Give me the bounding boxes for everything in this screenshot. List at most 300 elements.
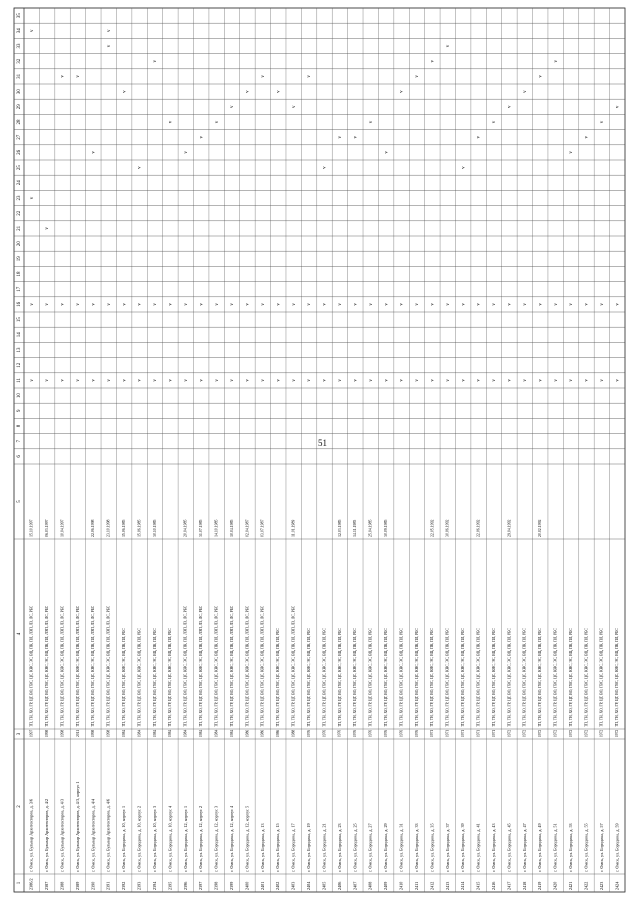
check-mark: v: [91, 151, 97, 154]
row-id: 2417: [506, 881, 512, 890]
check-mark: v: [445, 379, 451, 382]
check-mark: v: [183, 303, 189, 306]
row-codes: ТП, ТН, ХО, ГР, ЦГ, ВО, ГВС, ЦС, КНС, ЭС, ВЦ, ПК, ПЛ, ЛЭП, ЛЗ, ЛС, РБС: [245, 605, 250, 727]
check-mark: v: [569, 379, 575, 382]
check-mark: v: [507, 379, 513, 382]
row-year: 1971: [430, 729, 435, 737]
row-year: 1984: [137, 729, 142, 737]
row-year: 1986: [276, 729, 281, 737]
check-mark: v: [445, 303, 451, 306]
check-mark: v: [538, 303, 544, 306]
row-year: 1971: [445, 729, 450, 737]
row-codes: ТП, ТН, ХО, ГР, ЦГ, ВО, ГВС, ЦС, КНС, ЭС, ВЦ, ПК, ПЛ, ЛЭП, ЛЗ, ЛС, РБС: [75, 605, 80, 727]
column-number: 17: [17, 286, 23, 292]
check-mark: v: [322, 303, 328, 306]
row-address: г. Омск, ул. Бульвар Архитекторов, д. 4/3: [59, 798, 65, 872]
check-mark: v: [245, 303, 251, 306]
row-codes: ТП, ТН, ХО, ГР, ЦГ, ВО, ГВС, ЦС, КНС, ЭС, ВЦ, ПК, ПЛ, РБС: [383, 628, 388, 727]
row-date: 10.04.1985: [229, 519, 234, 537]
check-mark: v: [476, 135, 482, 139]
row-id: 2388: [59, 881, 65, 890]
row-year: 1972: [522, 729, 527, 737]
row-year: 1998: [91, 729, 96, 737]
column-number: 8: [17, 424, 23, 428]
row-year: 1976: [353, 729, 358, 737]
row-year: 1972: [538, 729, 543, 737]
check-mark: v: [76, 379, 82, 382]
check-mark: v: [260, 379, 266, 382]
row-id: 2395: [167, 881, 173, 890]
row-address: г. Омск, ул. Бородина, д. 29: [383, 823, 389, 872]
row-year: 1972: [599, 729, 604, 737]
check-mark: v: [153, 303, 159, 306]
row-year: 1984: [214, 729, 219, 737]
check-mark: v: [615, 105, 621, 109]
check-mark: v: [168, 120, 174, 124]
row-address: г. Омск, ул. Бородина, д. 10, корпус 3: [151, 805, 157, 872]
column-number: 9: [17, 409, 23, 413]
row-address: г. Омск, ул. Бородина, д. 23: [336, 823, 342, 872]
check-mark: v: [230, 105, 236, 109]
check-mark: v: [122, 90, 128, 93]
row-year: 1971: [476, 729, 481, 737]
check-mark: v: [492, 303, 498, 306]
row-year: 1976: [306, 729, 311, 737]
row-year: 1971: [461, 729, 466, 737]
check-mark: v: [368, 379, 374, 382]
row-id: 2392: [121, 881, 127, 890]
check-mark: v: [230, 379, 236, 382]
check-mark: v: [122, 303, 128, 306]
check-mark: v: [153, 59, 159, 63]
check-mark: v: [399, 90, 405, 93]
column-number: 10: [17, 393, 23, 399]
row-codes: ТП, ТН, ХО, ГР, ЦГ, ВО, ГВС, ЦС, КНС, ЭС, ВЦ, ПК, ПЛ, ЛЭП, ЛЗ, ЛС, РБС: [106, 605, 111, 727]
check-mark: v: [276, 379, 282, 382]
row-id: 2414: [460, 881, 466, 890]
row-id: 2387: [44, 881, 50, 890]
column-number: 2: [17, 805, 23, 808]
check-mark: v: [522, 379, 528, 382]
row-address: г. Омск, ул. Бородина, д. 49: [537, 823, 543, 872]
row-id: 2423: [598, 881, 604, 890]
row-address: г. Омск, ул. Бородина, д. 10, корпус 4: [167, 805, 173, 872]
row-id: 2416: [490, 881, 496, 890]
check-mark: v: [199, 135, 205, 139]
row-id: 2400: [244, 881, 250, 890]
row-codes: ТП, ТН, ХО, ГР, ЦГ, ВО, ГВС, ЦС, КНС, ЭС, ВЦ, ПК, ПЛ, РБС: [568, 628, 573, 727]
row-codes: ТП, ТН, ХО, ГР, ЦГ, ВО, ГВС, ЦС, КНС, ЭС, ВЦ, ПК, ПЛ, РБС: [137, 628, 142, 727]
column-number: 24: [17, 180, 23, 186]
row-year: 1972: [507, 729, 512, 737]
row-address: г. Омск, ул. Бородина, д. 12, корпус 4: [229, 805, 235, 872]
check-mark: v: [492, 120, 498, 124]
column-number: 7: [17, 439, 23, 443]
check-mark: v: [168, 379, 174, 382]
row-year: 1988: [291, 729, 296, 737]
row-year: 1976: [383, 729, 388, 737]
check-mark: v: [168, 303, 174, 306]
row-date: 22.06.1992: [476, 519, 481, 537]
check-mark: v: [29, 303, 35, 306]
check-mark: v: [553, 379, 559, 382]
check-mark: v: [615, 303, 621, 306]
row-address: г. Омск, ул. Бородина, д. 33: [413, 823, 419, 872]
check-mark: v: [399, 379, 405, 382]
row-codes: ТП, ТН, ХО, ГР, ЦГ, ВО, ГВС, ЦС, КНС, ЭС, ВЦ, ПК, ПЛ, РБС: [276, 628, 281, 727]
check-mark: v: [461, 303, 467, 306]
column-number: 22: [17, 210, 23, 216]
check-mark: v: [245, 90, 251, 93]
row-date: 10.04.1997: [60, 519, 65, 537]
check-mark: v: [307, 303, 313, 306]
row-year: 1986: [260, 729, 265, 737]
check-mark: v: [45, 303, 51, 306]
row-year: 1971: [491, 729, 496, 737]
row-id: 2419: [537, 881, 543, 890]
check-mark: v: [60, 303, 66, 306]
check-mark: v: [291, 379, 297, 382]
row-date: 23.10.1998: [106, 519, 111, 537]
row-id: 2403: [290, 881, 296, 890]
row-codes: ТП, ТН, ХО, ГР, ЦГ, ВО, ГВС, ЦС, КНС, ЭС, ВЦ, ПК, ПЛ, ЛЭП, ЛЗ, ЛС, РБС: [29, 605, 34, 727]
column-number: 26: [17, 149, 23, 155]
check-mark: v: [60, 379, 66, 382]
check-mark: v: [584, 303, 590, 306]
row-codes: ТП, ТН, ХО, ГР, ЦГ, ВО, ГВС, ЦС, КНС, ЭС, ВЦ, ПК, ПЛ, РБС: [584, 628, 589, 727]
check-mark: v: [338, 135, 344, 139]
row-address: г. Омск, ул. Бородина, д. 15: [275, 823, 281, 872]
row-codes: ТП, ТН, ХО, ГР, ЦГ, ВО, ГВС, ЦС, КНС, ЭС, ВЦ, ПК, ПЛ, РБС: [322, 628, 327, 727]
row-address: г. Омск, ул. Бородина, д. 12, корпус 1: [182, 805, 188, 872]
row-date: 12.03.1985: [337, 519, 342, 537]
column-number: 18: [17, 271, 23, 277]
row-codes: ТП, ТН, ХО, ГР, ЦГ, ВО, ГВС, ЦС, КНС, ЭС, ВЦ, ПК, ПЛ, РБС: [122, 628, 127, 727]
row-address: г. Омск, ул. Бородина, д. 35: [429, 823, 435, 872]
check-mark: v: [322, 166, 328, 169]
row-codes: ТП, ТН, ХО, ГР, ЦГ, ВО, ГВС, ЦС, КНС, ЭС, ВЦ, ПК, ПЛ, РБС: [599, 628, 604, 727]
check-mark: v: [106, 303, 112, 306]
row-date: 03.07.1987: [260, 519, 265, 537]
row-codes: ТП, ТН, ХО, ГР, ЦГ, ВО, ГВС, ЦС, КНС, ЭС, ВЦ, ПК, ПЛ, РБС: [306, 628, 311, 727]
check-mark: v: [338, 303, 344, 306]
row-id: 2405: [321, 881, 327, 890]
column-number: 4: [17, 632, 23, 636]
check-mark: v: [199, 303, 205, 306]
row-year: 1976: [337, 729, 342, 737]
column-number: 25: [17, 165, 23, 171]
row-year: 1984: [229, 729, 234, 737]
row-year: 1984: [168, 729, 173, 737]
row-address: г. Омск, ул. Бородина, д. 45: [506, 823, 512, 872]
check-mark: v: [260, 75, 266, 78]
row-id: 2420: [552, 881, 558, 890]
row-address: г. Омск, ул. Бородина, д. 21: [321, 823, 327, 872]
column-number: 6: [17, 455, 23, 458]
row-id: 2404: [306, 881, 312, 890]
row-date: 22.05.1992: [430, 519, 435, 537]
row-codes: ТП, ТН, ХО, ГР, ЦГ, ВО, ГВС, ЦС, КНС, ЭС, ВЦ, ПК, ПЛ, РБС: [414, 628, 419, 727]
row-address: г. Омск, ул. Бородина, д. 57: [598, 823, 604, 872]
row-codes: ТП, ТН, ХО, ГР, ЦГ, ВО, ГВС, ЦС, КНС, ЭС, ВЦ, ПК, ПЛ, РБС: [445, 628, 450, 727]
row-codes: ТП, ТН, ХО, ГР, ЦГ, ВО, ГВС, ЦС, КНС, ЭС, ВЦ, ПК, ПЛ, ЛЭП, ЛЗ, ЛС, РБС: [291, 605, 296, 727]
check-mark: v: [384, 303, 390, 306]
row-date: 31.07.1985: [199, 519, 204, 537]
row-id: 2396: [182, 881, 188, 890]
row-address: г. Омск, ул. Бульвар Архитекторов, д. 4/2: [44, 798, 50, 872]
row-id: 2413: [444, 881, 450, 890]
check-mark: v: [384, 379, 390, 382]
row-year: 1984: [152, 729, 157, 737]
row-date: 30.06.1992: [445, 519, 450, 537]
row-date: 25.04.1985: [368, 519, 373, 537]
page-number: 51: [318, 438, 327, 448]
row-address: г. Омск, ул. Бородина, д. 47: [521, 823, 527, 872]
row-year: 1984: [199, 729, 204, 737]
table-border: [14, 8, 625, 892]
row-address: г. Омск, ул. Бородина, д. 12, корпус 3: [213, 805, 219, 872]
check-mark: v: [522, 90, 528, 93]
row-year: 1972: [568, 729, 573, 737]
check-mark: v: [507, 303, 513, 306]
column-number: 12: [17, 362, 23, 368]
row-date: 20.02.1992: [538, 519, 543, 537]
row-address: г. Омск, ул. Бородина, д. 37: [444, 823, 450, 872]
check-mark: v: [368, 303, 374, 306]
row-id: 2424: [614, 881, 620, 890]
row-year: 1986: [245, 729, 250, 737]
check-mark: v: [276, 90, 282, 93]
column-number: 31: [17, 73, 23, 79]
column-number: 19: [17, 256, 23, 262]
row-id: 2402: [275, 881, 281, 890]
row-address: г. Омск, ул. Бородина, д. 12, корпус 2: [198, 805, 204, 872]
row-codes: ТП, ТН, ХО, ГР, ЦГ, ВО, ГВС, ЦС, КНС, ЭС, ВЦ, ПК, ПЛ, ЛЭП, ЛЗ, ЛС, РБС: [199, 605, 204, 727]
check-mark: v: [137, 379, 143, 382]
row-address: г. Омск, ул. Бородина, д. 53: [568, 823, 574, 872]
column-number: 5: [17, 500, 23, 503]
check-mark: v: [29, 29, 35, 33]
check-mark: v: [29, 196, 35, 200]
column-number: 33: [17, 43, 23, 49]
check-mark: v: [122, 379, 128, 382]
row-address: г. Омск, ул. Бородина, д. 17: [290, 823, 296, 872]
row-codes: ТП, ТН, ХО, ГР, ЦГ, ВО, ГВС, ЦС, КНС, ЭС, ВЦ, ПК, ПЛ, РБС: [553, 628, 558, 727]
column-number: 23: [17, 195, 23, 201]
row-address: г. Омск, ул. Бородина, д. 41: [475, 823, 481, 872]
row-year: 1976: [414, 729, 419, 737]
check-mark: v: [353, 135, 359, 139]
check-mark: v: [91, 303, 97, 306]
check-mark: v: [76, 303, 82, 306]
check-mark: v: [137, 303, 143, 306]
row-codes: ТП, ТН, ХО, ГР, ЦГ, ВО, ГВС, ЦС, КНС, ЭС, ВЦ, ПК, ПЛ, РБС: [152, 628, 157, 727]
column-number: 34: [17, 28, 23, 34]
row-address: г. Омск, ул. Бородина, д. 39: [460, 823, 466, 872]
check-mark: v: [445, 44, 451, 48]
row-codes: ТП, ТН, ХО, ГР, ЦГ, ВО, ГВС, ЦС, КНС, ЭС, ВЦ, ПК, ПЛ, РБС: [491, 628, 496, 727]
row-codes: ТП, ТН, ХО, ГР, ЦГ, ВО, ГВС, ЦС, КНС, ЭС, ВЦ, ПК, ПЛ, ЛЭП, ЛЗ, ЛС, РБС: [260, 605, 265, 727]
row-date: 22.06.1998: [91, 519, 96, 537]
check-mark: v: [214, 120, 220, 124]
row-address: г. Омск, ул. Бульвар Архитекторов, д. 4/4: [90, 798, 96, 872]
check-mark: v: [45, 379, 51, 382]
row-address: г. Омск, ул. Бульвар Архитекторов, д. 4/6: [105, 798, 111, 872]
row-year: 1998: [60, 729, 65, 737]
check-mark: v: [60, 75, 66, 78]
check-mark: v: [476, 303, 482, 306]
column-number: 35: [17, 13, 23, 19]
check-mark: v: [183, 151, 189, 154]
row-year: 1984: [121, 729, 126, 737]
row-year: 1998: [106, 729, 111, 737]
row-date: 20.04.1985: [183, 519, 188, 537]
row-id: 2401: [259, 881, 265, 890]
row-date: 15.06.1985: [137, 519, 142, 537]
check-mark: v: [137, 166, 143, 169]
column-number: 1: [17, 881, 23, 885]
row-year: 2011: [75, 729, 80, 737]
check-mark: v: [307, 379, 313, 382]
row-codes: ТП, ТН, ХО, ГР, ЦГ, ВО, ГВС, ЦС, КНС, ЭС, ВЦ, ПК, ПЛ, РБС: [399, 628, 404, 727]
check-mark: v: [322, 379, 328, 382]
row-id: 2389: [74, 881, 80, 890]
check-mark: v: [600, 303, 606, 306]
row-id: 2391: [105, 881, 111, 890]
check-mark: v: [214, 379, 220, 382]
check-mark: v: [476, 379, 482, 382]
row-codes: ТП, ТН, ХО, ГР, ЦГ, ВО, ГВС, ЦС, КНС, ЭС, ВЦ, ПК, ПЛ, ЛЭП, ЛЗ, ЛС, РБС: [60, 605, 65, 727]
check-mark: v: [584, 379, 590, 382]
row-id: 2408: [367, 881, 373, 890]
check-mark: v: [569, 303, 575, 306]
row-id: 2418: [521, 881, 527, 890]
check-mark: v: [430, 303, 436, 306]
check-mark: v: [384, 151, 390, 154]
row-id: 2421: [568, 881, 574, 890]
row-date: 11.01.1989: [291, 519, 296, 537]
row-id: 2398: [213, 881, 219, 890]
row-codes: ТП, ТН, ХО, ГР, ЦГ, ВО, ГВС, ЦС, КНС, ЭС, ВЦ, ПК, ПЛ, РБС: [168, 628, 173, 727]
check-mark: v: [29, 379, 35, 382]
row-date: 14.11.1985: [353, 519, 358, 537]
column-number: 15: [17, 317, 23, 323]
row-codes: ТП, ТН, ХО, ГР, ЦГ, ВО, ГВС, ЦС, КНС, ЭС, ВЦ, ПК, ПЛ, РБС: [615, 628, 620, 727]
check-mark: v: [615, 379, 621, 382]
check-mark: v: [353, 303, 359, 306]
row-address: г. Омск, ул. Бородина, д. 59: [614, 823, 620, 872]
row-id: 2407: [352, 881, 358, 890]
row-date: 15.10.1997: [29, 519, 34, 537]
row-address: г. Омск, ул. Бородина, д. 10, корпус 2: [136, 805, 142, 872]
row-year: 1997: [29, 729, 34, 737]
check-mark: v: [600, 379, 606, 382]
check-mark: v: [507, 105, 513, 109]
column-number: 29: [17, 104, 23, 110]
row-date: 14.10.1985: [214, 519, 219, 537]
row-codes: ТП, ТН, ХО, ГР, ЦГ, ВО, ГВС, ЦС, КНС, ЭС, ВЦ, ПК, ПЛ, РБС: [430, 628, 435, 727]
row-id: 2406: [336, 881, 342, 890]
row-address: г. Омск, ул. Бородина, д. 13: [259, 823, 265, 872]
column-number: 30: [17, 89, 23, 95]
row-id: 2422: [583, 881, 589, 890]
row-codes: ТП, ТН, ХО, ГР, ЦГ, ВО, ГВС, ЦС, КНС, ЭС, ВЦ, ПК, ПЛ, ЛЭП, ЛЗ, ЛС, РБС: [214, 605, 219, 727]
check-mark: v: [214, 303, 220, 306]
table-group: [14, 8, 625, 892]
row-codes: ТП, ТН, ХО, ГР, ЦГ, ВО, ГВС, ЦС, КНС, ЭС, ВЦ, ПК, ПЛ, ЛЭП, ЛЗ, ЛС, РБС: [44, 605, 49, 727]
row-id: 2390: [90, 881, 96, 890]
column-number: 27: [17, 134, 23, 140]
row-id: 2397: [198, 881, 204, 890]
check-mark: v: [291, 105, 297, 109]
row-date: 02.04.1987: [245, 519, 250, 537]
row-codes: ТП, ТН, ХО, ГР, ЦГ, ВО, ГВС, ЦС, КНС, ЭС, ВЦ, ПК, ПЛ, РБС: [337, 628, 342, 727]
check-mark: v: [307, 75, 313, 78]
check-mark: v: [106, 44, 112, 48]
check-mark: v: [338, 379, 344, 382]
column-number: 11: [17, 377, 23, 383]
row-date: 30.09.1985: [384, 519, 389, 537]
row-id: 2415: [475, 881, 481, 890]
row-date: 15.06.1985: [122, 519, 127, 537]
row-codes: ТП, ТН, ХО, ГР, ЦГ, ВО, ГВС, ЦС, КНС, ЭС, ВЦ, ПК, ПЛ, РБС: [538, 628, 543, 727]
column-number: 21: [17, 225, 23, 231]
row-address: г. Омск, ул. Бульвар Архитекторов, д. 3/6: [28, 798, 34, 872]
check-mark: v: [430, 59, 436, 63]
row-year: 1976: [399, 729, 404, 737]
check-mark: v: [45, 227, 51, 230]
row-year: 1972: [553, 729, 558, 737]
row-address: г. Омск, ул. Бородина, д. 27: [367, 823, 373, 872]
check-mark: v: [538, 75, 544, 78]
check-mark: v: [399, 303, 405, 306]
check-mark: v: [553, 303, 559, 306]
check-mark: v: [461, 166, 467, 169]
row-id: 2393: [136, 881, 142, 890]
row-year: 1984: [183, 729, 188, 737]
row-codes: ТП, ТН, ХО, ГР, ЦГ, ВО, ГВС, ЦС, КНС, ЭС, ВЦ, ПК, ПЛ, РБС: [368, 628, 373, 727]
check-mark: v: [230, 303, 236, 306]
check-mark: v: [569, 151, 575, 154]
column-number: 16: [17, 301, 23, 307]
column-number: 3: [17, 732, 23, 736]
row-year: 1976: [322, 729, 327, 737]
row-address: г. Омск, ул. Бородина, д. 43: [490, 823, 496, 872]
row-codes: ТП, ТН, ХО, ГР, ЦГ, ВО, ГВС, ЦС, КНС, ЭС, ВЦ, ПК, ПЛ, ЛЭП, ЛЗ, ЛС, РБС: [183, 605, 188, 727]
row-date: 30.10.1985: [152, 519, 157, 537]
check-mark: v: [276, 303, 282, 306]
check-mark: v: [260, 303, 266, 306]
check-mark: v: [368, 120, 374, 124]
check-mark: v: [353, 379, 359, 382]
row-codes: ТП, ТН, ХО, ГР, ЦГ, ВО, ГВС, ЦС, КНС, ЭС, ВЦ, ПК, ПЛ, РБС: [507, 628, 512, 727]
row-id: 2409: [383, 881, 389, 890]
row-id: 2394: [151, 881, 157, 890]
row-address: г. Омск, ул. Бородина, д. 55: [583, 823, 589, 872]
row-year: 1972: [615, 729, 620, 737]
check-mark: v: [584, 135, 590, 139]
row-codes: ТП, ТН, ХО, ГР, ЦГ, ВО, ГВС, ЦС, КНС, ЭС, ВЦ, ПК, ПЛ, РБС: [461, 628, 466, 727]
row-codes: ТП, ТН, ХО, ГР, ЦГ, ВО, ГВС, ЦС, КНС, ЭС, ВЦ, ПК, ПЛ, РБС: [476, 628, 481, 727]
row-address: г. Омск, ул. Бородина, д. 31: [398, 823, 404, 872]
row-id: 2412: [429, 881, 435, 890]
check-mark: v: [492, 379, 498, 382]
row-date: 06.03.1997: [45, 519, 50, 537]
column-number: 32: [17, 58, 23, 64]
check-mark: v: [153, 379, 159, 382]
row-codes: ТП, ТН, ХО, ГР, ЦГ, ВО, ГВС, ЦС, КНС, ЭС, ВЦ, ПК, ПЛ, РБС: [353, 628, 358, 727]
check-mark: v: [430, 379, 436, 382]
